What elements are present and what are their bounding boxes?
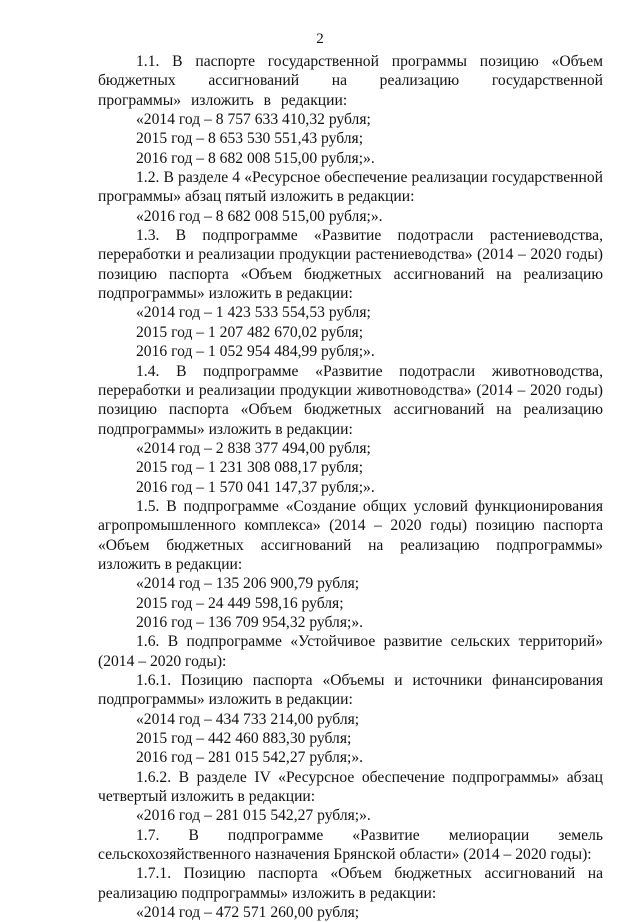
amount-line: «2016 год – 281 015 542,27 рубля;». [136, 807, 371, 825]
amount-line: «2014 год – 472 571 260,00 рубля; [136, 904, 360, 922]
amount-line: 2015 год – 8 653 530 551,43 рубля; [136, 130, 364, 148]
amount-line: 2016 год – 1 052 954 484,99 рубля;». [136, 343, 375, 361]
paragraph: 1.5. В подпрограмме «Создание общих условий функционирования агропромышленного комплекса» (2014 – 2020 годы) позицию паспорта «Объем бюджетных ассигнований на реализацию подпрограммы» изложить в редакции: [98, 497, 603, 573]
amount-line: «2014 год – 8 757 633 410,32 рубля; [136, 111, 371, 129]
paragraph: 1.4. В подпрограмме «Развитие подотрасли животноводства, переработки и реализации продукции животноводства» (2014 – 2020 годы) позицию паспорта «Объем бюджетных ассигнований на реализацию подпрограммы» изложить в редакции: [98, 362, 603, 438]
amount-line: «2014 год – 434 733 214,00 рубля; [136, 710, 360, 728]
paragraph: 1.6.1. Позицию паспорта «Объемы и источники финансирования подпрограммы» изложить в редакции: [98, 672, 603, 709]
amount-line: 2016 год – 281 015 542,27 рубля;». [136, 749, 364, 767]
paragraph: 1.6. В подпрограмме «Устойчивое развитие сельских территорий» (2014 – 2020 годы): [98, 633, 603, 670]
amount-line: 2015 год – 1 207 482 670,02 рубля; [136, 323, 364, 341]
paragraph: 1.7. В подпрограмме «Развитие мелиорации земель сельскохозяйственного назначения Брянской области» (2014 – 2020 годы): [98, 826, 603, 864]
amount-line: 2016 год – 136 709 954,32 рубля;». [136, 613, 364, 631]
amount-line: 2015 год – 442 460 883,30 рубля; [136, 730, 352, 748]
amount-line: 2015 год – 24 449 598,16 рубля; [136, 594, 344, 612]
paragraph: 1.2. В разделе 4 «Ресурсное обеспечение реализации государственной программы» абзац пятый изложить в редакции: [98, 169, 603, 206]
amount-line: «2014 год – 135 206 900,79 рубля; [136, 575, 360, 593]
paragraph: 1.3. В подпрограмме «Развитие подотрасли растениеводства, переработки и реализации продукции растениеводства» (2014 – 2020 годы) позицию паспорта «Объем бюджетных ассигнований на реализацию подпрограммы» изложить в редакции: [98, 227, 603, 303]
amount-line: «2014 год – 2 838 377 494,00 рубля; [136, 439, 371, 457]
document-body [98, 52, 603, 922]
paragraph: 1.7.1. Позицию паспорта «Объем бюджетных ассигнований на реализацию подпрограммы» изложить в редакции: [98, 865, 603, 902]
amount-line: 2015 год – 1 231 308 088,17 рубля; [136, 459, 364, 477]
amount-line: «2014 год – 1 423 533 554,53 рубля; [136, 304, 371, 322]
page-number: 2 [316, 31, 324, 47]
amount-line: 2016 год – 8 682 008 515,00 рубля;». [136, 149, 375, 167]
paragraph: 1.6.2. В разделе IV «Ресурсное обеспечение подпрограммы» абзац четвертый изложить в редакции: [98, 768, 603, 806]
paragraph: 1.1. В паспорте государственной программы позицию «Объем бюджетных ассигнований на реализацию государственной программы» изложить в редакции: [98, 53, 603, 109]
amount-line: «2016 год – 8 682 008 515,00 рубля;». [136, 207, 383, 225]
amount-line: 2016 год – 1 570 041 147,37 рубля;». [136, 478, 375, 496]
